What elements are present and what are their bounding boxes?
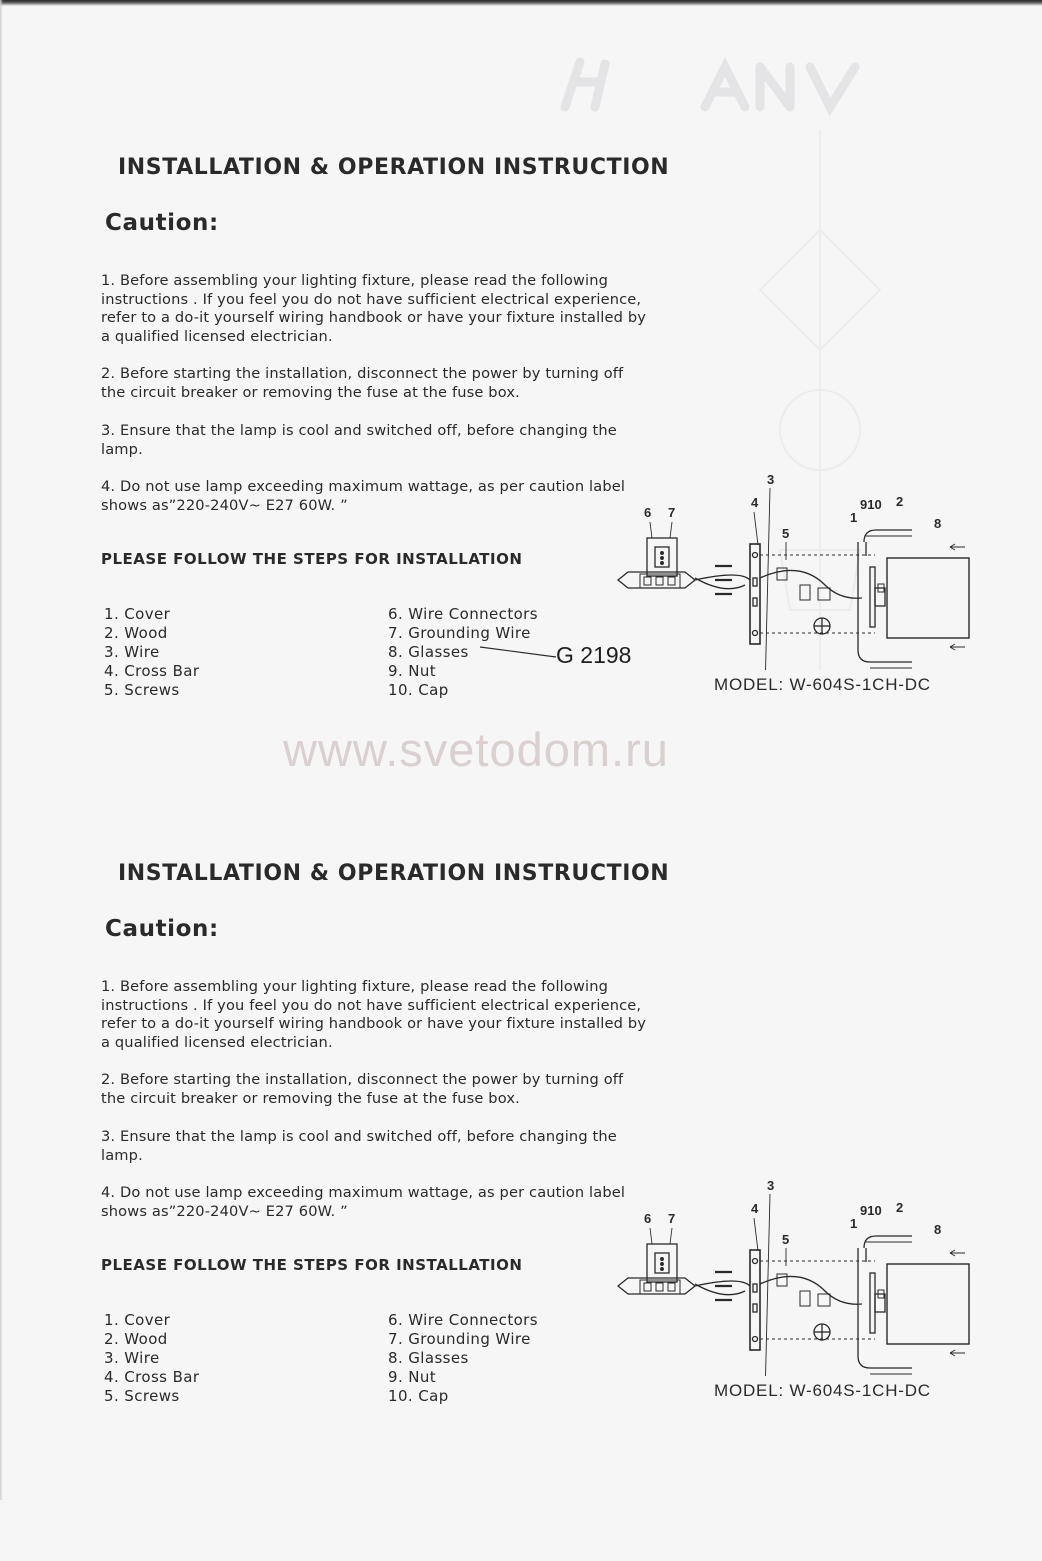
diagram-label-7: 7: [668, 1211, 676, 1226]
list-item: 4. Cross Bar: [104, 662, 200, 680]
list-item: 7. Grounding Wire: [388, 1330, 531, 1348]
steps-title: PLEASE FOLLOW THE STEPS FOR INSTALLATION: [101, 550, 523, 568]
list-item: 10. Cap: [388, 1387, 449, 1405]
list-item: 2. Wood: [104, 1330, 168, 1348]
caution-item-3: 3. Ensure that the lamp is cool and switched off, before changing the lamp.: [101, 422, 617, 458]
page-title: INSTALLATION & OPERATION INSTRUCTION: [118, 861, 670, 886]
parts-list-right: [388, 1311, 538, 1406]
list-item: 6. Wire Connectors: [388, 605, 538, 623]
page-title: INSTALLATION & OPERATION INSTRUCTION: [118, 155, 670, 180]
code-pointer-line: [478, 645, 558, 659]
list-item: 8. Glasses: [388, 1349, 469, 1367]
diagram-label-1: 1: [850, 510, 858, 525]
list-item: 3. Wire: [104, 643, 160, 661]
caution-item-2: 2. Before starting the installation, disconnect the power by turning off the circuit breaker or removing the fuse at the fuse box.: [101, 365, 624, 401]
scan-top-edge: [0, 0, 1042, 6]
list-item: 5. Screws: [104, 681, 180, 699]
diagram-label-5: 5: [782, 1232, 790, 1247]
bleed-through-logo: [555, 52, 895, 122]
list-item: 8. Glasses: [388, 643, 469, 661]
model-label: MODEL: W-604S-1CH-DC: [714, 1381, 931, 1400]
list-item: 9. Nut: [388, 662, 437, 680]
list-item: 10. Cap: [388, 681, 449, 699]
caution-title: Caution:: [105, 916, 219, 942]
list-item: 1. Cover: [104, 1311, 171, 1329]
list-item: 3. Wire: [104, 1349, 160, 1367]
diagram-label-5: 5: [782, 526, 790, 541]
caution-item-3: 3. Ensure that the lamp is cool and switched off, before changing the lamp.: [101, 1128, 617, 1164]
diagram-label-7: 7: [668, 505, 676, 520]
list-item: 5. Screws: [104, 1387, 180, 1405]
parts-list-left: [104, 1311, 199, 1406]
diagram-label-4: 4: [751, 495, 759, 510]
diagram-label-3: 3: [767, 1178, 775, 1193]
diagram-label-2: 2: [896, 1200, 904, 1215]
diagram-label-8: 8: [934, 516, 942, 531]
instruction-section-2: [0, 861, 1042, 1561]
wall-lamp-diagram: [600, 1166, 980, 1376]
wall-lamp-diagram: [600, 460, 980, 670]
caution-item-4: 4. Do not use lamp exceeding maximum wattage, as per caution label shows asˮ220-240V~ E27 60W. ˮ: [101, 1184, 626, 1220]
list-item: 1. Cover: [104, 605, 171, 623]
steps-title: PLEASE FOLLOW THE STEPS FOR INSTALLATION: [101, 1256, 523, 1274]
product-code-label: G 2198: [556, 642, 632, 668]
diagram-label-8: 8: [934, 1222, 942, 1237]
list-item: 4. Cross Bar: [104, 1368, 200, 1386]
caution-item-2: 2. Before starting the installation, disconnect the power by turning off the circuit breaker or removing the fuse at the fuse box.: [101, 1071, 624, 1107]
diagram-label-910: 910: [860, 1203, 882, 1218]
diagram-label-6: 6: [644, 1211, 652, 1226]
caution-item-1: 1. Before assembling your lighting fixture, please read the following instructions . If you feel you do not have sufficient electrical experience, refer to a do-it yourself wiring handbook or have your fixture installed by a qualified licensed electrician.: [101, 978, 647, 1051]
diagram-label-1: 1: [850, 1216, 858, 1231]
diagram-label-4: 4: [751, 1201, 759, 1216]
list-item: 7. Grounding Wire: [388, 624, 531, 642]
instruction-section-1: [0, 155, 1042, 855]
list-item: 9. Nut: [388, 1368, 437, 1386]
caution-item-4: 4. Do not use lamp exceeding maximum wattage, as per caution label shows asˮ220-240V~ E27 60W. ˮ: [101, 478, 626, 514]
diagram-label-910: 910: [860, 497, 882, 512]
diagram-label-6: 6: [644, 505, 652, 520]
list-item: 6. Wire Connectors: [388, 1311, 538, 1329]
caution-title: Caution:: [105, 210, 219, 236]
model-label: MODEL: W-604S-1CH-DC: [714, 675, 931, 694]
list-item: 2. Wood: [104, 624, 168, 642]
caution-item-1: 1. Before assembling your lighting fixture, please read the following instructions . If you feel you do not have sufficient electrical experience, refer to a do-it yourself wiring handbook or have your fixture installed by a qualified licensed electrician.: [101, 272, 647, 345]
diagram-label-2: 2: [896, 494, 904, 509]
parts-list-left: [104, 605, 199, 700]
site-watermark: www.svetodom.ru: [283, 723, 669, 776]
diagram-label-3: 3: [767, 472, 775, 487]
